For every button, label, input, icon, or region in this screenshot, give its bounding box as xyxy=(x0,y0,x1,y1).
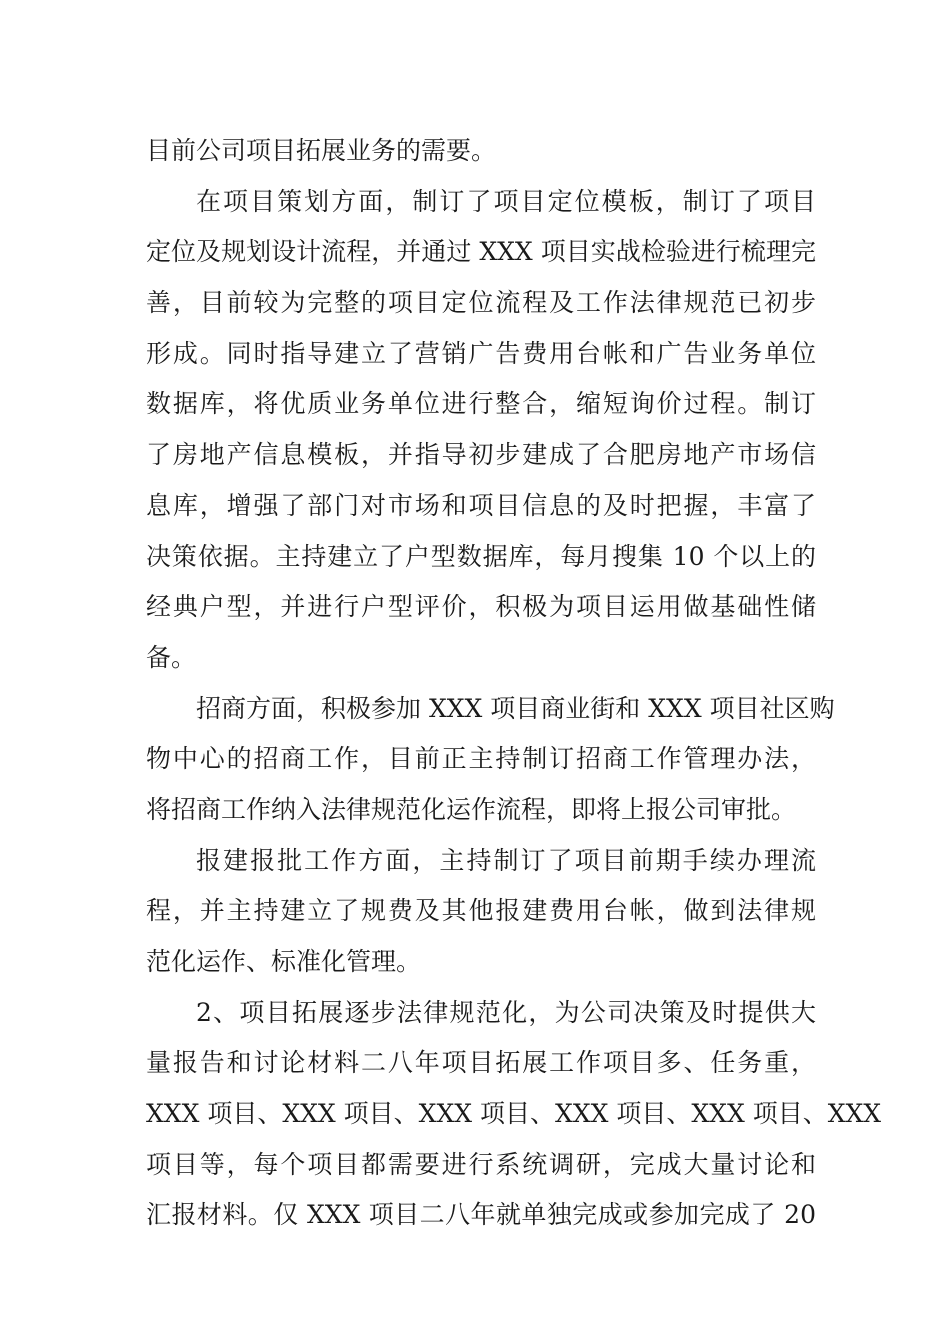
text-line: 汇报材料。仅 XXX 项目二八年就单独完成或参加完成了 20 xyxy=(146,1200,816,1230)
text-line: 形成。同时指导建立了营销广告费用台帐和广告业务单位 xyxy=(146,338,816,368)
text-line: 量报告和讨论材料二八年项目拓展工作项目多、任务重， xyxy=(146,1048,816,1078)
text-line: 息库，增强了部门对市场和项目信息的及时把握，丰富了 xyxy=(146,490,816,520)
text-line: 将招商工作纳入法律规范化运作流程，即将上报公司审批。 xyxy=(146,794,797,824)
text-line: 目前公司项目拓展业务的需要。 xyxy=(146,136,497,165)
text-line: 定位及规划设计流程，并通过 XXX 项目实战检验进行梳理完 xyxy=(146,237,816,267)
paragraph-start-line: 招商方面，积极参加 XXX 项目商业街和 XXX 项目社区购 xyxy=(196,693,835,723)
text-line: 了房地产信息模板，并指导初步建成了合肥房地产市场信 xyxy=(146,440,816,470)
text-line: XXX 项目、XXX 项目、XXX 项目、XXX 项目、XXX 项目、XXX xyxy=(146,1099,882,1129)
text-line: 程，并主持建立了规费及其他报建费用台帐，做到法律规 xyxy=(146,896,816,926)
text-line: 经典户型，并进行户型评价，积极为项目运用做基础性储 xyxy=(146,592,816,622)
paragraph-start-line: 在项目策划方面，制订了项目定位模板，制订了项目 xyxy=(196,186,816,216)
paragraph-start-line: 报建报批工作方面，主持制订了项目前期手续办理流 xyxy=(196,845,816,875)
text-line: 数据库，将优质业务单位进行整合，缩短询价过程。制订 xyxy=(146,389,816,419)
paragraph-start-line: 2、项目拓展逐步法律规范化，为公司决策及时提供大 xyxy=(196,997,816,1027)
text-line: 项目等，每个项目都需要进行系统调研，完成大量讨论和 xyxy=(146,1149,816,1179)
text-line: 范化运作、标准化管理。 xyxy=(146,947,422,976)
text-line: 决策依据。主持建立了户型数据库，每月搜集 10 个以上的 xyxy=(146,541,816,571)
document-body xyxy=(146,126,882,1241)
text-line: 善，目前较为完整的项目定位流程及工作法律规范已初步 xyxy=(146,288,816,318)
text-line: 备。 xyxy=(146,642,197,672)
text-line: 物中心的招商工作，目前正主持制订招商工作管理办法， xyxy=(146,744,816,774)
